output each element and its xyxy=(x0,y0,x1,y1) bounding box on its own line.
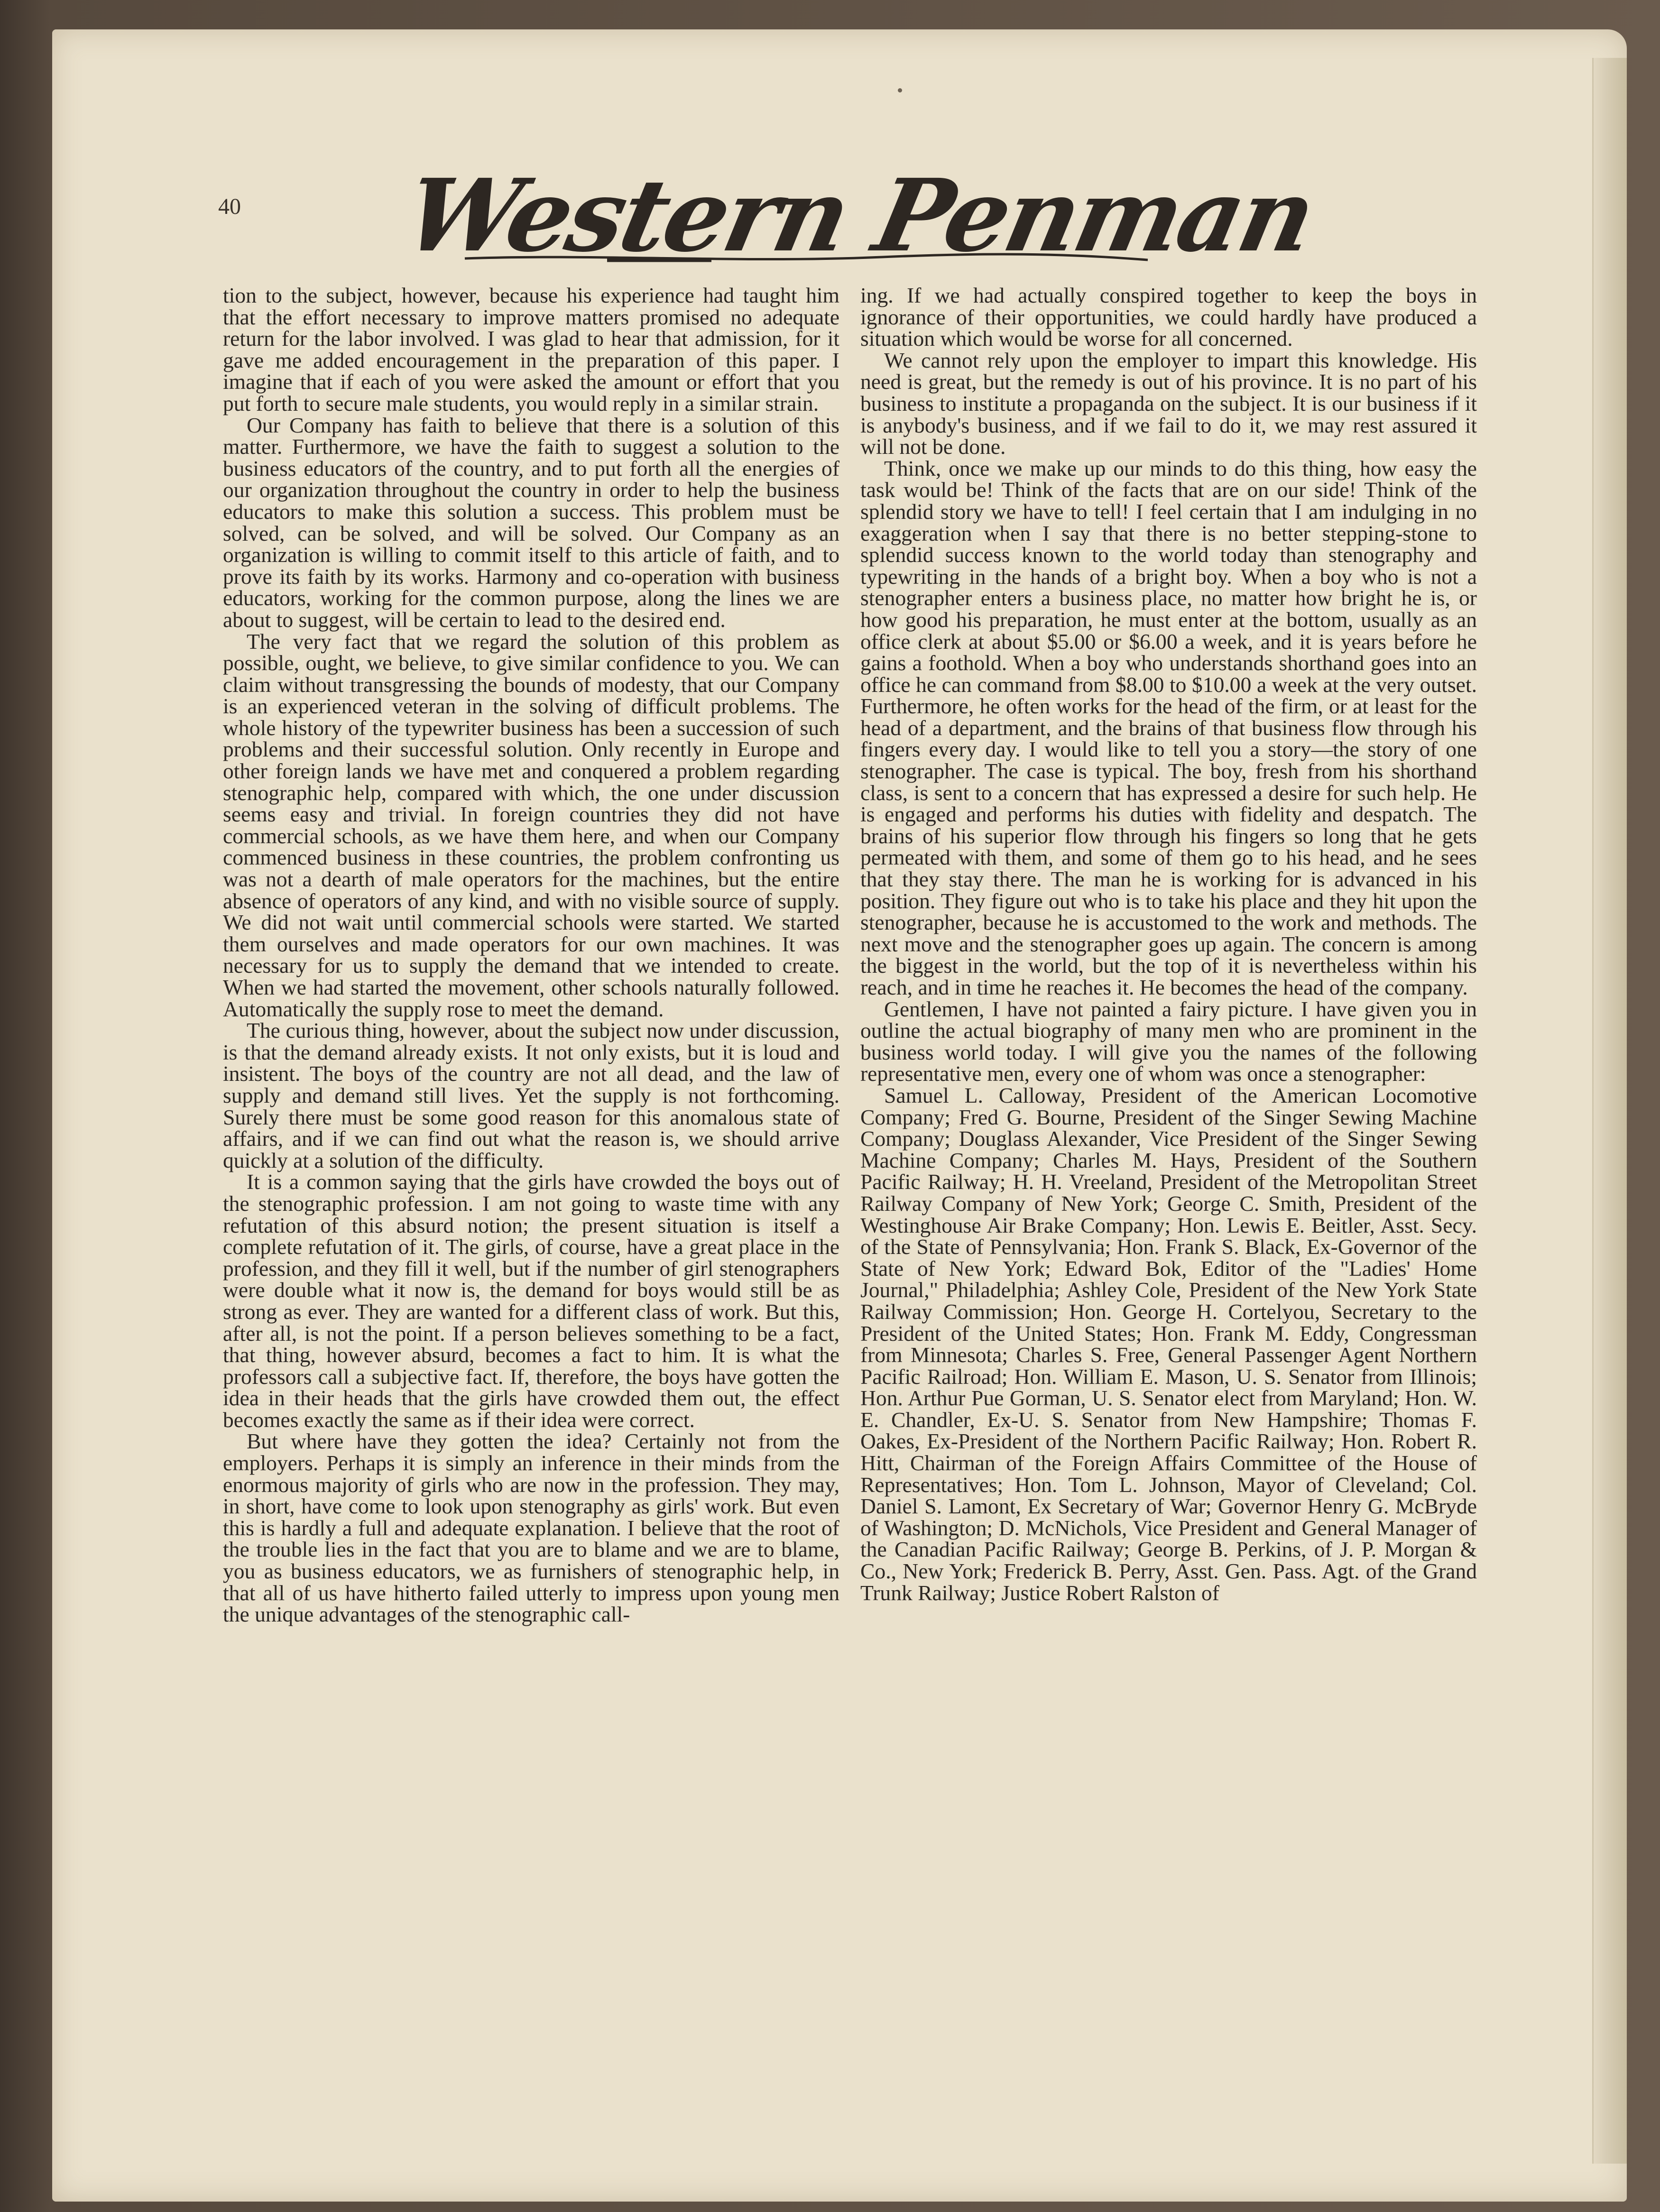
left-column xyxy=(223,285,839,1625)
page-number: 40 xyxy=(218,194,241,219)
masthead-flourish xyxy=(408,251,1186,266)
paragraph: Think, once we make up our minds to do this thing, how easy the task would be! Think of the facts that are on our side! Think of the splendid story we have to tell! I feel certain that I am indulging in no exaggeration when I say that there is no better stepping-stone to splendid success known to the world today than stenography and typewriting in the hands of a bright boy. When a boy who is not a stenographer enters a business place, no matter how bright he is, or how good his preparation, he must enter at the bottom, usually as an office clerk at about $5.00 or $6.00 a week, and it is years before he gains a foothold. When a boy who understands shorthand goes into an office he can command from $8.00 to $10.00 a week at the very outset. Furthermore, he often works for the head of the firm, or at least for the head of a department, and the brains of that business flow through his fingers every day. I would like to tell you a story—the story of one stenographer. The case is typical. The boy, fresh from his shorthand class, is sent to a concern that has expressed a desire for such help. He is engaged and performs his duties with fidelity and despatch. The brains of his superior flow through his fingers so long that he gets permeated with them, and some of them go to his head, and he sees that they stay there. The man he is working for is advanced in his position. They figure out who is to take his place and they hit upon the stenographer, because he is accustomed to the work and methods. The next move and the stenographer goes up again. The concern is among the biggest in the world, but the top of it is nevertheless within his reach, and in time he reaches it. He becomes the head of the company. xyxy=(860,456,1477,999)
paragraph: Gentlemen, I have not painted a fairy picture. I have given you in outline the actual biography of many men who are prominent in the business world today. I will give you the names of the following representative men, every one of whom was once a stenographer: xyxy=(860,996,1477,1086)
paragraph: We cannot rely upon the employer to impart this knowledge. His need is great, but the remedy is out of his province. It is no part of his business to institute a propaganda on the subject. It is our business if it is anybody's business, and if we fail to do it, we may rest assured it will not be done. xyxy=(860,348,1477,459)
paragraph: The curious thing, however, about the subject now under discussion, is that the demand already exists. It not only exists, but it is loud and insistent. The boys of the country are not all dead, and the law of supply and demand still lives. Yet the supply is not forthcoming. Surely there must be some good reason for this anomalous state of affairs, and if we can find out what the reason is, we should arrive quickly at a solution of the difficulty. xyxy=(223,1018,839,1172)
paragraph: ing. If we had actually conspired together to keep the boys in ignorance of their opportunities, we could hardly have produced a situation which would be worse for all concerned. xyxy=(860,283,1477,351)
paragraph: Samuel L. Calloway, President of the American Locomotive Company; Fred G. Bourne, President of the Singer Sewing Machine Company; Douglass Alexander, Vice President of the Singer Sewing Machine Company; Charles M. Hays, President of the Southern Pacific Railway; H. H. Vreeland, President of the Metropolitan Street Railway Company of New York; George C. Smith, President of the Westinghouse Air Brake Company; Hon. Lewis E. Beitler, Asst. Secy. of the State of Pennsylvania; Hon. Frank S. Black, Ex-Governor of the State of New York; Edward Bok, Editor of the "Ladies' Home Journal," Philadelphia; Ashley Cole, President of the New York State Railway Commission; Hon. George H. Cortelyou, Secretary to the President of the United States; Hon. Frank M. Eddy, Congressman from Minnesota; Charles S. Free, General Passenger Agent Northern Pacific Railroad; Hon. William E. Mason, U. S. Senator from Illinois; Hon. Arthur Pue Gorman, U. S. Senator elect from Maryland; Hon. W. E. Chandler, Ex-U. S. Senator from New Hampshire; Thomas F. Oakes, Ex-President of the Northern Pacific Railway; Hon. Robert R. Hitt, Chairman of the Foreign Affairs Committee of the House of Representatives; Hon. Tom L. Johnson, Mayor of Cleveland; Col. Daniel S. Lamont, Ex Secretary of War; Governor Henry G. McBryde of Washington; D. McNichols, Vice President and General Manager of the Canadian Pacific Railway; George B. Perkins, of J. P. Morgan & Co., New York; Frederick B. Perry, Asst. Gen. Pass. Agt. of the Grand Trunk Railway; Justice Robert Ralston of xyxy=(860,1083,1477,1605)
page-edge xyxy=(1592,58,1627,2164)
masthead xyxy=(395,157,1323,274)
paragraph: It is a common saying that the girls have crowded the boys out of the stenographic profession. I am not going to waste time with any refutation of this absurd notion; the present situation is itself a complete refutation of it. The girls, of course, have a great place in the profession, and they fill it well, but if the number of girl stenographers were double what it now is, the demand for boys would still be as strong as ever. They are wanted for a different class of work. But this, after all, is not the point. If a person believes something to be a fact, that thing, however absurd, becomes a fact to him. It is what the professors call a subjective fact. If, therefore, the boys have gotten the idea in their heads that the girls have crowded them out, the effect becomes exactly the same as if their idea were correct. xyxy=(223,1170,839,1432)
paragraph: But where have they gotten the idea? Certainly not from the employers. Perhaps it is simply an inference in their minds from the enormous majority of girls who are now in the profession. They may, in short, have come to look upon stenography as girls' work. But even this is hardly a full and adequate explanation. I believe that the root of the trouble lies in the fact that you are to blame and we are to blame, you as business educators, we as furnishers of stenographic help, in that all of us have hitherto failed utterly to impress upon young men the unique advantages of the stenographic call- xyxy=(223,1429,839,1627)
right-column xyxy=(860,285,1477,1604)
paragraph: The very fact that we regard the solution of this problem as possible, ought, we believe, to give similar confidence to you. We can claim without transgressing the bounds of modesty, that our Company is an experienced veteran in the solving of difficult problems. The whole history of the typewriter business has been a succession of such problems and their successful solution. Only recently in Europe and other foreign lands we have met and conquered a problem regarding stenographic help, compared with which, the one under discussion seems easy and trivial. In foreign countries they did not have commercial schools, as we have them here, and when our Company commenced business in these countries, the problem confronting us was not a dearth of male operators for the machines, but the entire absence of operators of any kind, and with no visible source of supply. We did not wait until commercial schools were started. We started them ourselves and made operators for our own machines. It was necessary for us to supply the demand that we intended to create. When we had started the movement, other schools naturally followed. Automatically the supply rose to meet the demand. xyxy=(223,629,839,1021)
printer-dot xyxy=(898,88,902,92)
paragraph: tion to the subject, however, because his experience had taught him that the effort necessary to improve matters promised no adequate return for the labor involved. I was glad to hear that admission, for it gave me added encouragement in the preparation of this paper. I imagine that if each of you were asked the amount or effort that you put forth to secure male students, you would reply in a similar strain. xyxy=(223,283,839,415)
paragraph: Our Company has faith to believe that there is a solution of this matter. Furthermore, we have the faith to suggest a solution to the business educators of the country, and to put forth all the energies of our organization throughout the country in order to help the business educators to make this solution a success. This problem must be solved, can be solved, and will be solved. Our Company as an organization is willing to commit itself to this article of faith, and to prove its faith by its works. Harmony and co-operation with business educators, working for the common purpose, along the lines we are about to suggest, will be certain to lead to the desired end. xyxy=(223,413,839,632)
masthead-title: Western Penman xyxy=(395,157,1323,274)
